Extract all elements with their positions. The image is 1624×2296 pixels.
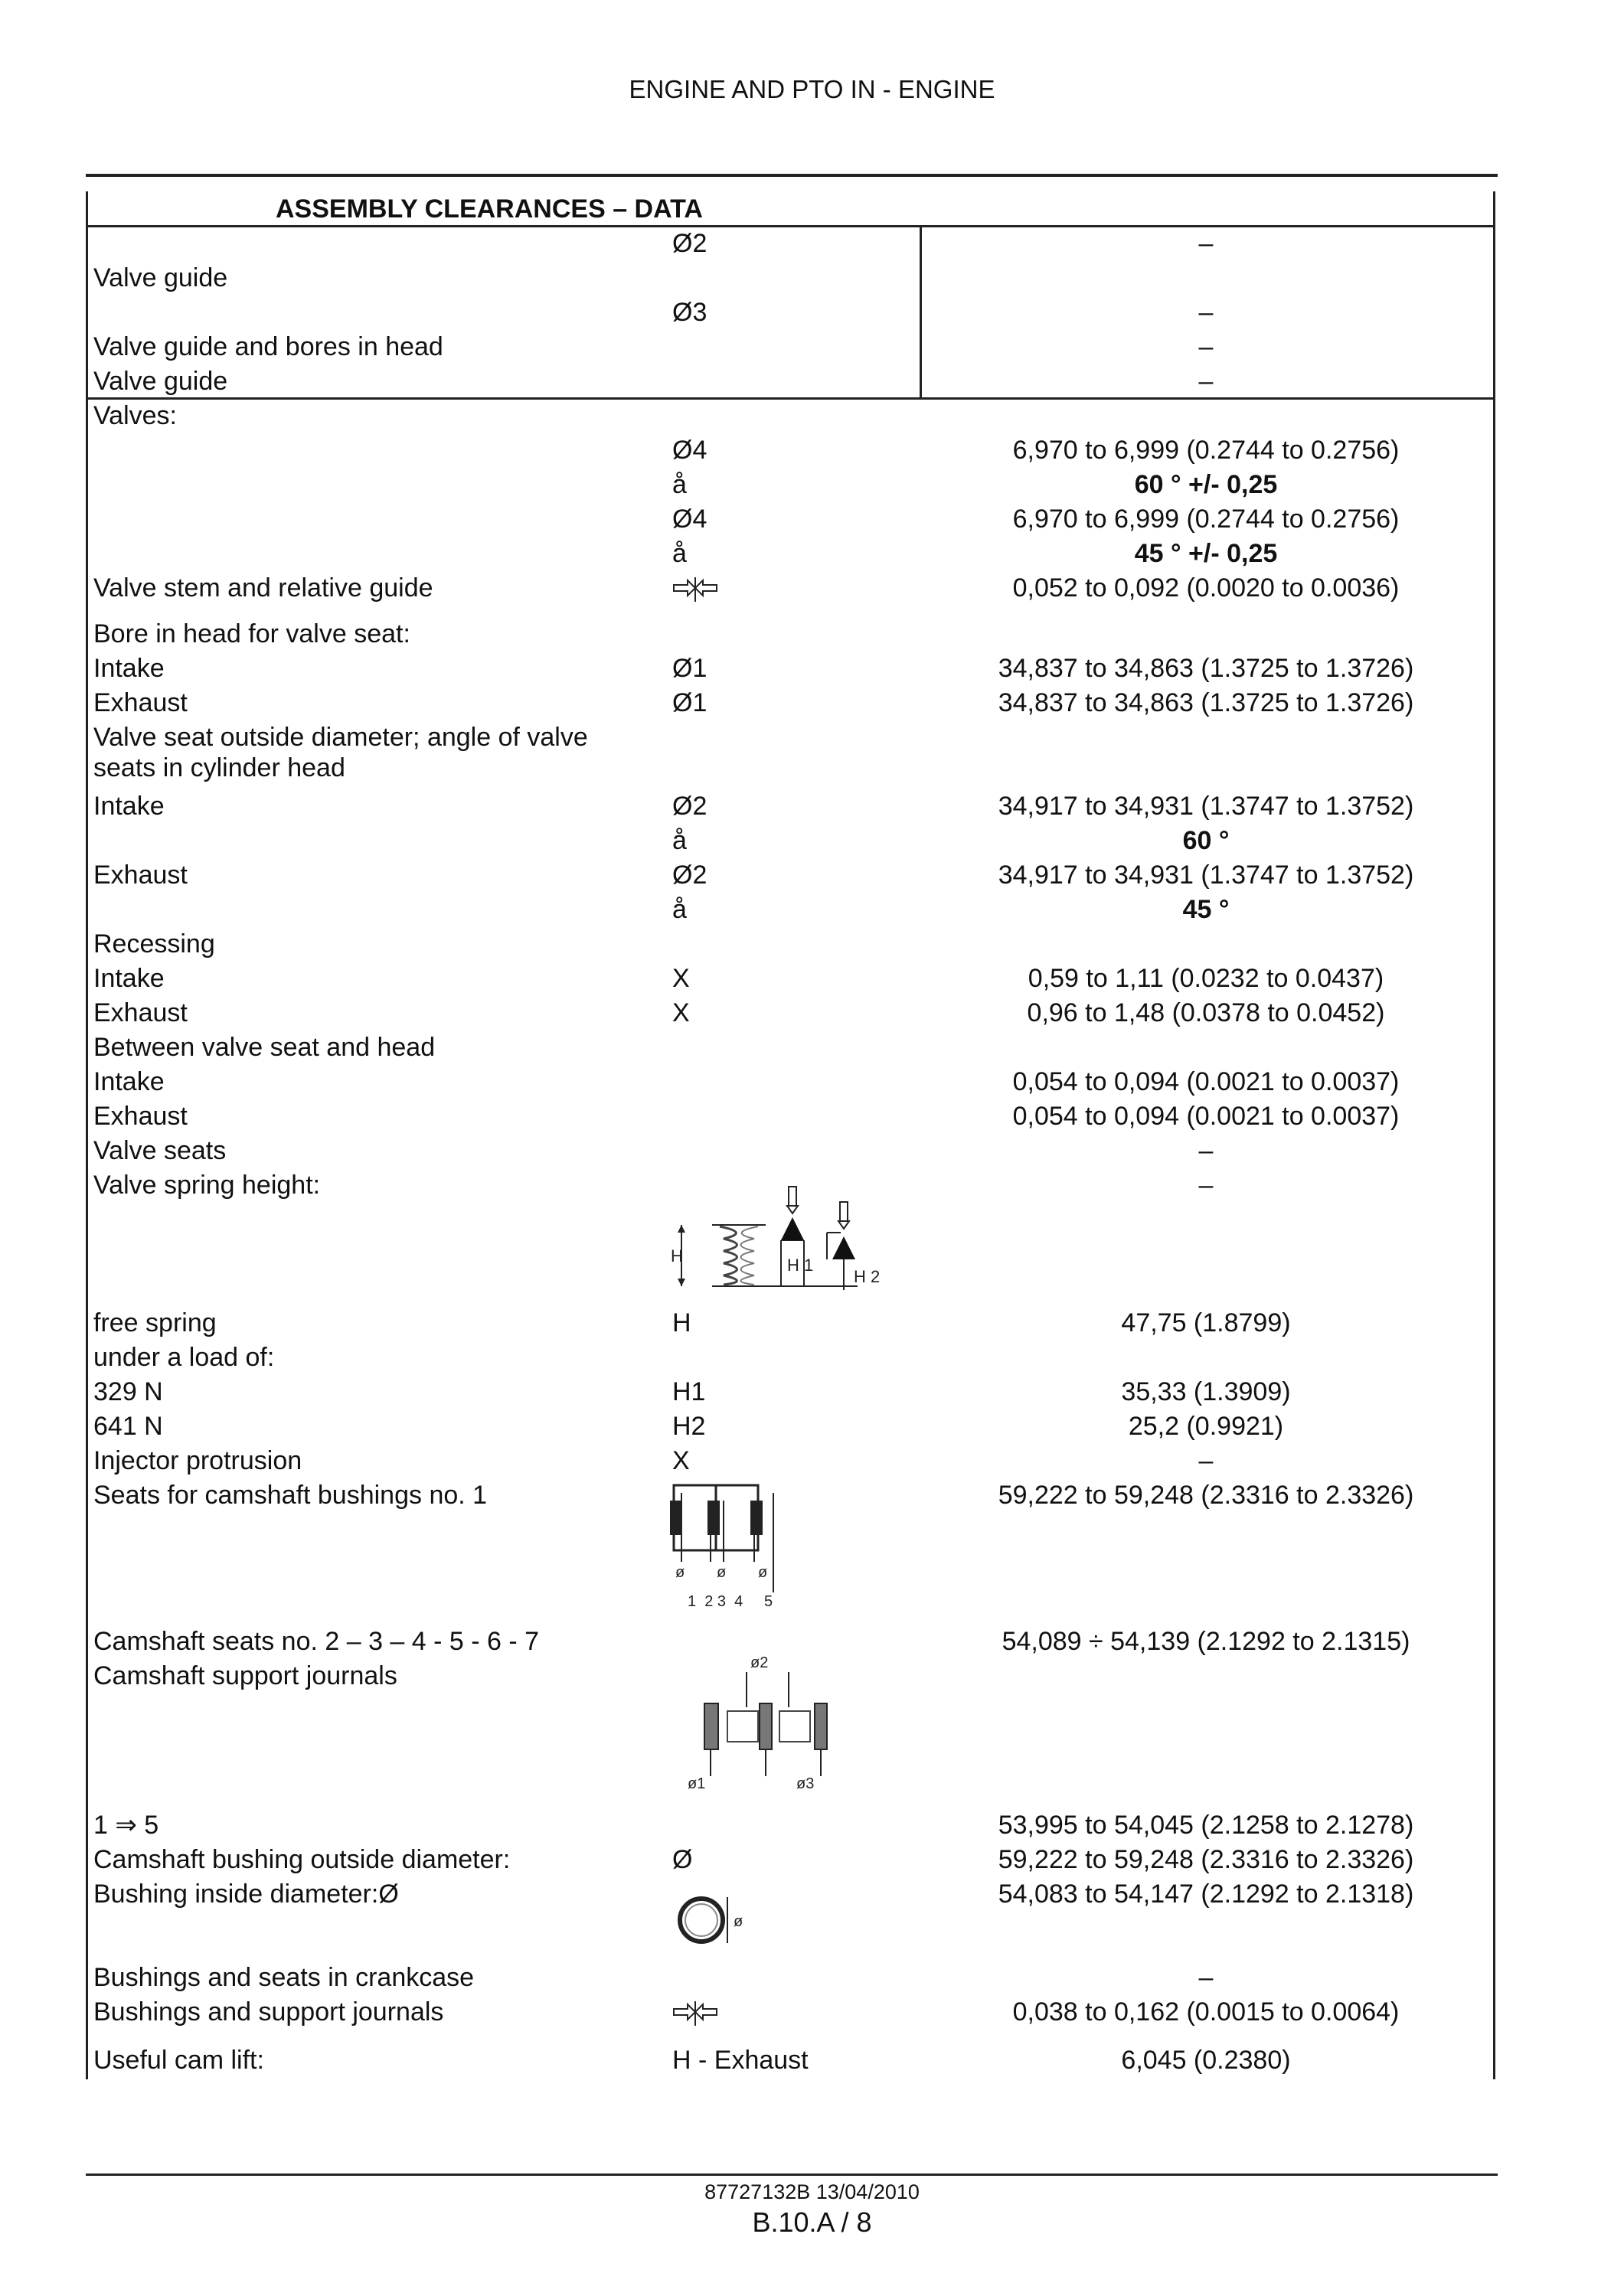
row-symbol: Ø2 xyxy=(672,792,707,821)
row-label: Intake xyxy=(93,654,165,683)
bushing-d3: ø xyxy=(758,1564,768,1581)
row-value: – xyxy=(1198,1171,1214,1200)
row-symbol: Ø4 xyxy=(672,505,707,534)
table-row xyxy=(0,468,1624,502)
row-value: – xyxy=(1198,1136,1214,1165)
row-value: 25,2 (0.9921) xyxy=(1128,1412,1284,1441)
row-value: – xyxy=(1198,1963,1214,1992)
journal-d3: ø3 xyxy=(796,1775,815,1791)
row-symbol: X xyxy=(672,998,690,1027)
row-value: 34,837 to 34,863 (1.3725 to 1.3726) xyxy=(998,688,1414,717)
table-row xyxy=(0,399,1624,433)
table-row xyxy=(0,1409,1624,1444)
row-label: Injector protrusion xyxy=(93,1446,302,1475)
bushing-ring-figure xyxy=(672,1889,764,1958)
row-label: Valve spring height: xyxy=(93,1171,321,1200)
row-label: Valve guide xyxy=(93,263,228,292)
row-symbol: H1 xyxy=(672,1377,706,1406)
journal-d1: ø1 xyxy=(688,1775,706,1791)
row-value: 59,222 to 59,248 (2.3316 to 2.3326) xyxy=(998,1845,1414,1874)
row-value: 34,917 to 34,931 (1.3747 to 1.3752) xyxy=(998,792,1414,821)
camshaft-journals-figure xyxy=(674,1646,858,1791)
table-row xyxy=(0,1065,1624,1099)
row-symbol: H - Exhaust xyxy=(672,2046,809,2075)
table-row xyxy=(0,1444,1624,1478)
table-row xyxy=(0,1877,1624,1912)
table-row xyxy=(0,893,1624,927)
table-row xyxy=(0,1995,1624,2030)
row-label: Camshaft seats no. 2 – 3 – 4 - 5 - 6 - 7 xyxy=(93,1627,540,1656)
table-row xyxy=(0,502,1624,537)
table-row xyxy=(0,296,1624,330)
row-label: Camshaft support journals xyxy=(93,1661,397,1690)
row-value: 34,837 to 34,863 (1.3725 to 1.3726) xyxy=(998,654,1414,683)
row-value: 60 ° +/- 0,25 xyxy=(1134,470,1278,499)
row-value: 54,083 to 54,147 (2.1292 to 2.1318) xyxy=(998,1880,1414,1909)
table-row xyxy=(0,261,1624,296)
row-value: – xyxy=(1198,367,1214,396)
table-row xyxy=(0,824,1624,858)
row-value: 6,970 to 6,999 (0.2744 to 0.2756) xyxy=(1012,436,1400,465)
row-label: Bore in head for valve seat: xyxy=(93,619,410,648)
table-row xyxy=(0,962,1624,996)
row-label: Seats for camshaft bushings no. 1 xyxy=(93,1481,488,1510)
row-value: 45 ° +/- 0,25 xyxy=(1134,539,1278,568)
table-row xyxy=(0,1099,1624,1134)
clearance-icon xyxy=(672,1998,718,2038)
row-label: Bushing inside diameter:Ø xyxy=(93,1880,399,1909)
ring-d: ø xyxy=(734,1913,743,1930)
row-label: Valve guide xyxy=(93,367,228,396)
row-label: Exhaust xyxy=(93,998,188,1027)
row-symbol: å xyxy=(672,895,687,924)
row-value: 59,222 to 59,248 (2.3316 to 2.3326) xyxy=(998,1481,1414,1510)
table-row xyxy=(0,1134,1624,1168)
header-rule xyxy=(86,174,1498,177)
spring-h1-label: H 1 xyxy=(787,1256,814,1275)
row-label: Exhaust xyxy=(93,688,188,717)
spring-h-label: H xyxy=(671,1246,683,1266)
table-row xyxy=(0,720,1624,755)
row-label: Intake xyxy=(93,964,165,993)
table-row xyxy=(0,330,1624,364)
row-value: 47,75 (1.8799) xyxy=(1121,1308,1291,1337)
row-value: 45 ° xyxy=(1182,895,1230,924)
row-value: 34,917 to 34,931 (1.3747 to 1.3752) xyxy=(998,861,1414,890)
row-symbol: X xyxy=(672,1446,690,1475)
row-value: 53,995 to 54,045 (2.1258 to 2.1278) xyxy=(998,1811,1414,1840)
camshaft-bushings-figure xyxy=(666,1478,819,1615)
row-value: 6,970 to 6,999 (0.2744 to 0.2756) xyxy=(1012,505,1400,534)
spring-h2-label: H 2 xyxy=(854,1267,881,1286)
bushing-d2: ø xyxy=(717,1564,727,1581)
valve-spring-figure xyxy=(666,1179,911,1294)
row-label: Exhaust xyxy=(93,861,188,890)
bushing-d1: ø xyxy=(675,1564,685,1581)
row-label: Bushings and support journals xyxy=(93,1997,444,2027)
table-row xyxy=(0,686,1624,720)
table-row xyxy=(0,1375,1624,1409)
row-symbol: H xyxy=(672,1308,691,1337)
row-value: – xyxy=(1198,332,1214,361)
row-label: Between valve seat and head xyxy=(93,1033,436,1062)
row-value: 60 ° xyxy=(1182,826,1230,855)
row-symbol: H2 xyxy=(672,1412,706,1441)
row-value: 0,96 to 1,48 (0.0378 to 0.0452) xyxy=(1027,998,1385,1027)
table-row xyxy=(0,927,1624,962)
table-row xyxy=(0,996,1624,1030)
table-row xyxy=(0,227,1624,261)
footer-rule xyxy=(86,2174,1498,2176)
row-value: 0,038 to 0,162 (0.0015 to 0.0064) xyxy=(1012,1997,1400,2027)
page-header: ENGINE AND PTO IN - ENGINE xyxy=(629,75,995,103)
table-row xyxy=(0,1961,1624,1995)
row-symbol: Ø xyxy=(672,1845,693,1874)
row-label: Intake xyxy=(93,792,165,821)
table-row xyxy=(0,2043,1624,2078)
row-value: 0,052 to 0,092 (0.0020 to 0.0036) xyxy=(1012,573,1400,603)
row-symbol: Ø1 xyxy=(672,654,707,683)
table-row xyxy=(0,537,1624,571)
row-value: – xyxy=(1198,229,1214,258)
row-label: free spring xyxy=(93,1308,217,1337)
table-row xyxy=(0,433,1624,468)
row-value: – xyxy=(1198,1446,1214,1475)
row-label: 329 N xyxy=(93,1377,163,1406)
row-label: Valve guide and bores in head xyxy=(93,332,443,361)
row-symbol: å xyxy=(672,470,687,499)
row-value: – xyxy=(1198,298,1214,327)
row-symbol: å xyxy=(672,826,687,855)
row-label: Bushings and seats in crankcase xyxy=(93,1963,475,1992)
row-label: Valves: xyxy=(93,401,177,430)
row-symbol: Ø4 xyxy=(672,436,707,465)
row-label: Intake xyxy=(93,1067,165,1096)
table-title: ASSEMBLY CLEARANCES – DATA xyxy=(276,194,703,224)
table-row xyxy=(0,1808,1624,1843)
footer-doc-id: 87727132B 13/04/2010 xyxy=(704,2180,920,2203)
table-row xyxy=(0,571,1624,606)
row-value: 0,054 to 0,094 (0.0021 to 0.0037) xyxy=(1012,1102,1400,1131)
row-value: 35,33 (1.3909) xyxy=(1121,1377,1291,1406)
table-row xyxy=(0,1341,1624,1375)
row-symbol: å xyxy=(672,539,687,568)
clearance-icon xyxy=(672,574,718,614)
table-row xyxy=(0,652,1624,686)
table-row xyxy=(0,789,1624,824)
row-label: Recessing xyxy=(93,929,215,959)
row-label: Valve stem and relative guide xyxy=(93,573,433,603)
row-label: Valve seats xyxy=(93,1136,227,1165)
row-symbol: Ø3 xyxy=(672,298,707,327)
row-label: Camshaft bushing outside diameter: xyxy=(93,1845,511,1874)
table-row xyxy=(0,1843,1624,1877)
table-row xyxy=(0,858,1624,893)
row-label: seats in cylinder head xyxy=(93,753,345,782)
row-label: Valve seat outside diameter; angle of valve xyxy=(93,723,588,752)
row-value: 0,59 to 1,11 (0.0232 to 0.0437) xyxy=(1028,964,1384,993)
table-row xyxy=(0,1306,1624,1341)
bushing-numbers: 1 2 3 4 5 xyxy=(688,1593,773,1610)
row-symbol: Ø2 xyxy=(672,861,707,890)
journal-d2: ø2 xyxy=(750,1654,769,1671)
row-symbol: Ø2 xyxy=(672,229,707,258)
row-label: Useful cam lift: xyxy=(93,2046,264,2075)
table-row xyxy=(0,364,1624,399)
row-symbol: Ø1 xyxy=(672,688,707,717)
row-symbol: X xyxy=(672,964,690,993)
table-row xyxy=(0,617,1624,652)
row-label: 641 N xyxy=(93,1412,163,1441)
row-label: Exhaust xyxy=(93,1102,188,1131)
table-row xyxy=(0,1030,1624,1065)
table-row xyxy=(0,751,1624,785)
footer-page-number: B.10.A / 8 xyxy=(752,2206,872,2238)
row-value: 6,045 (0.2380) xyxy=(1121,2046,1291,2075)
row-value: 0,054 to 0,094 (0.0021 to 0.0037) xyxy=(1012,1067,1400,1096)
row-value: 54,089 ÷ 54,139 (2.1292 to 2.1315) xyxy=(1002,1627,1410,1656)
row-label: 1 ⇒ 5 xyxy=(93,1811,159,1840)
row-label: under a load of: xyxy=(93,1343,275,1372)
